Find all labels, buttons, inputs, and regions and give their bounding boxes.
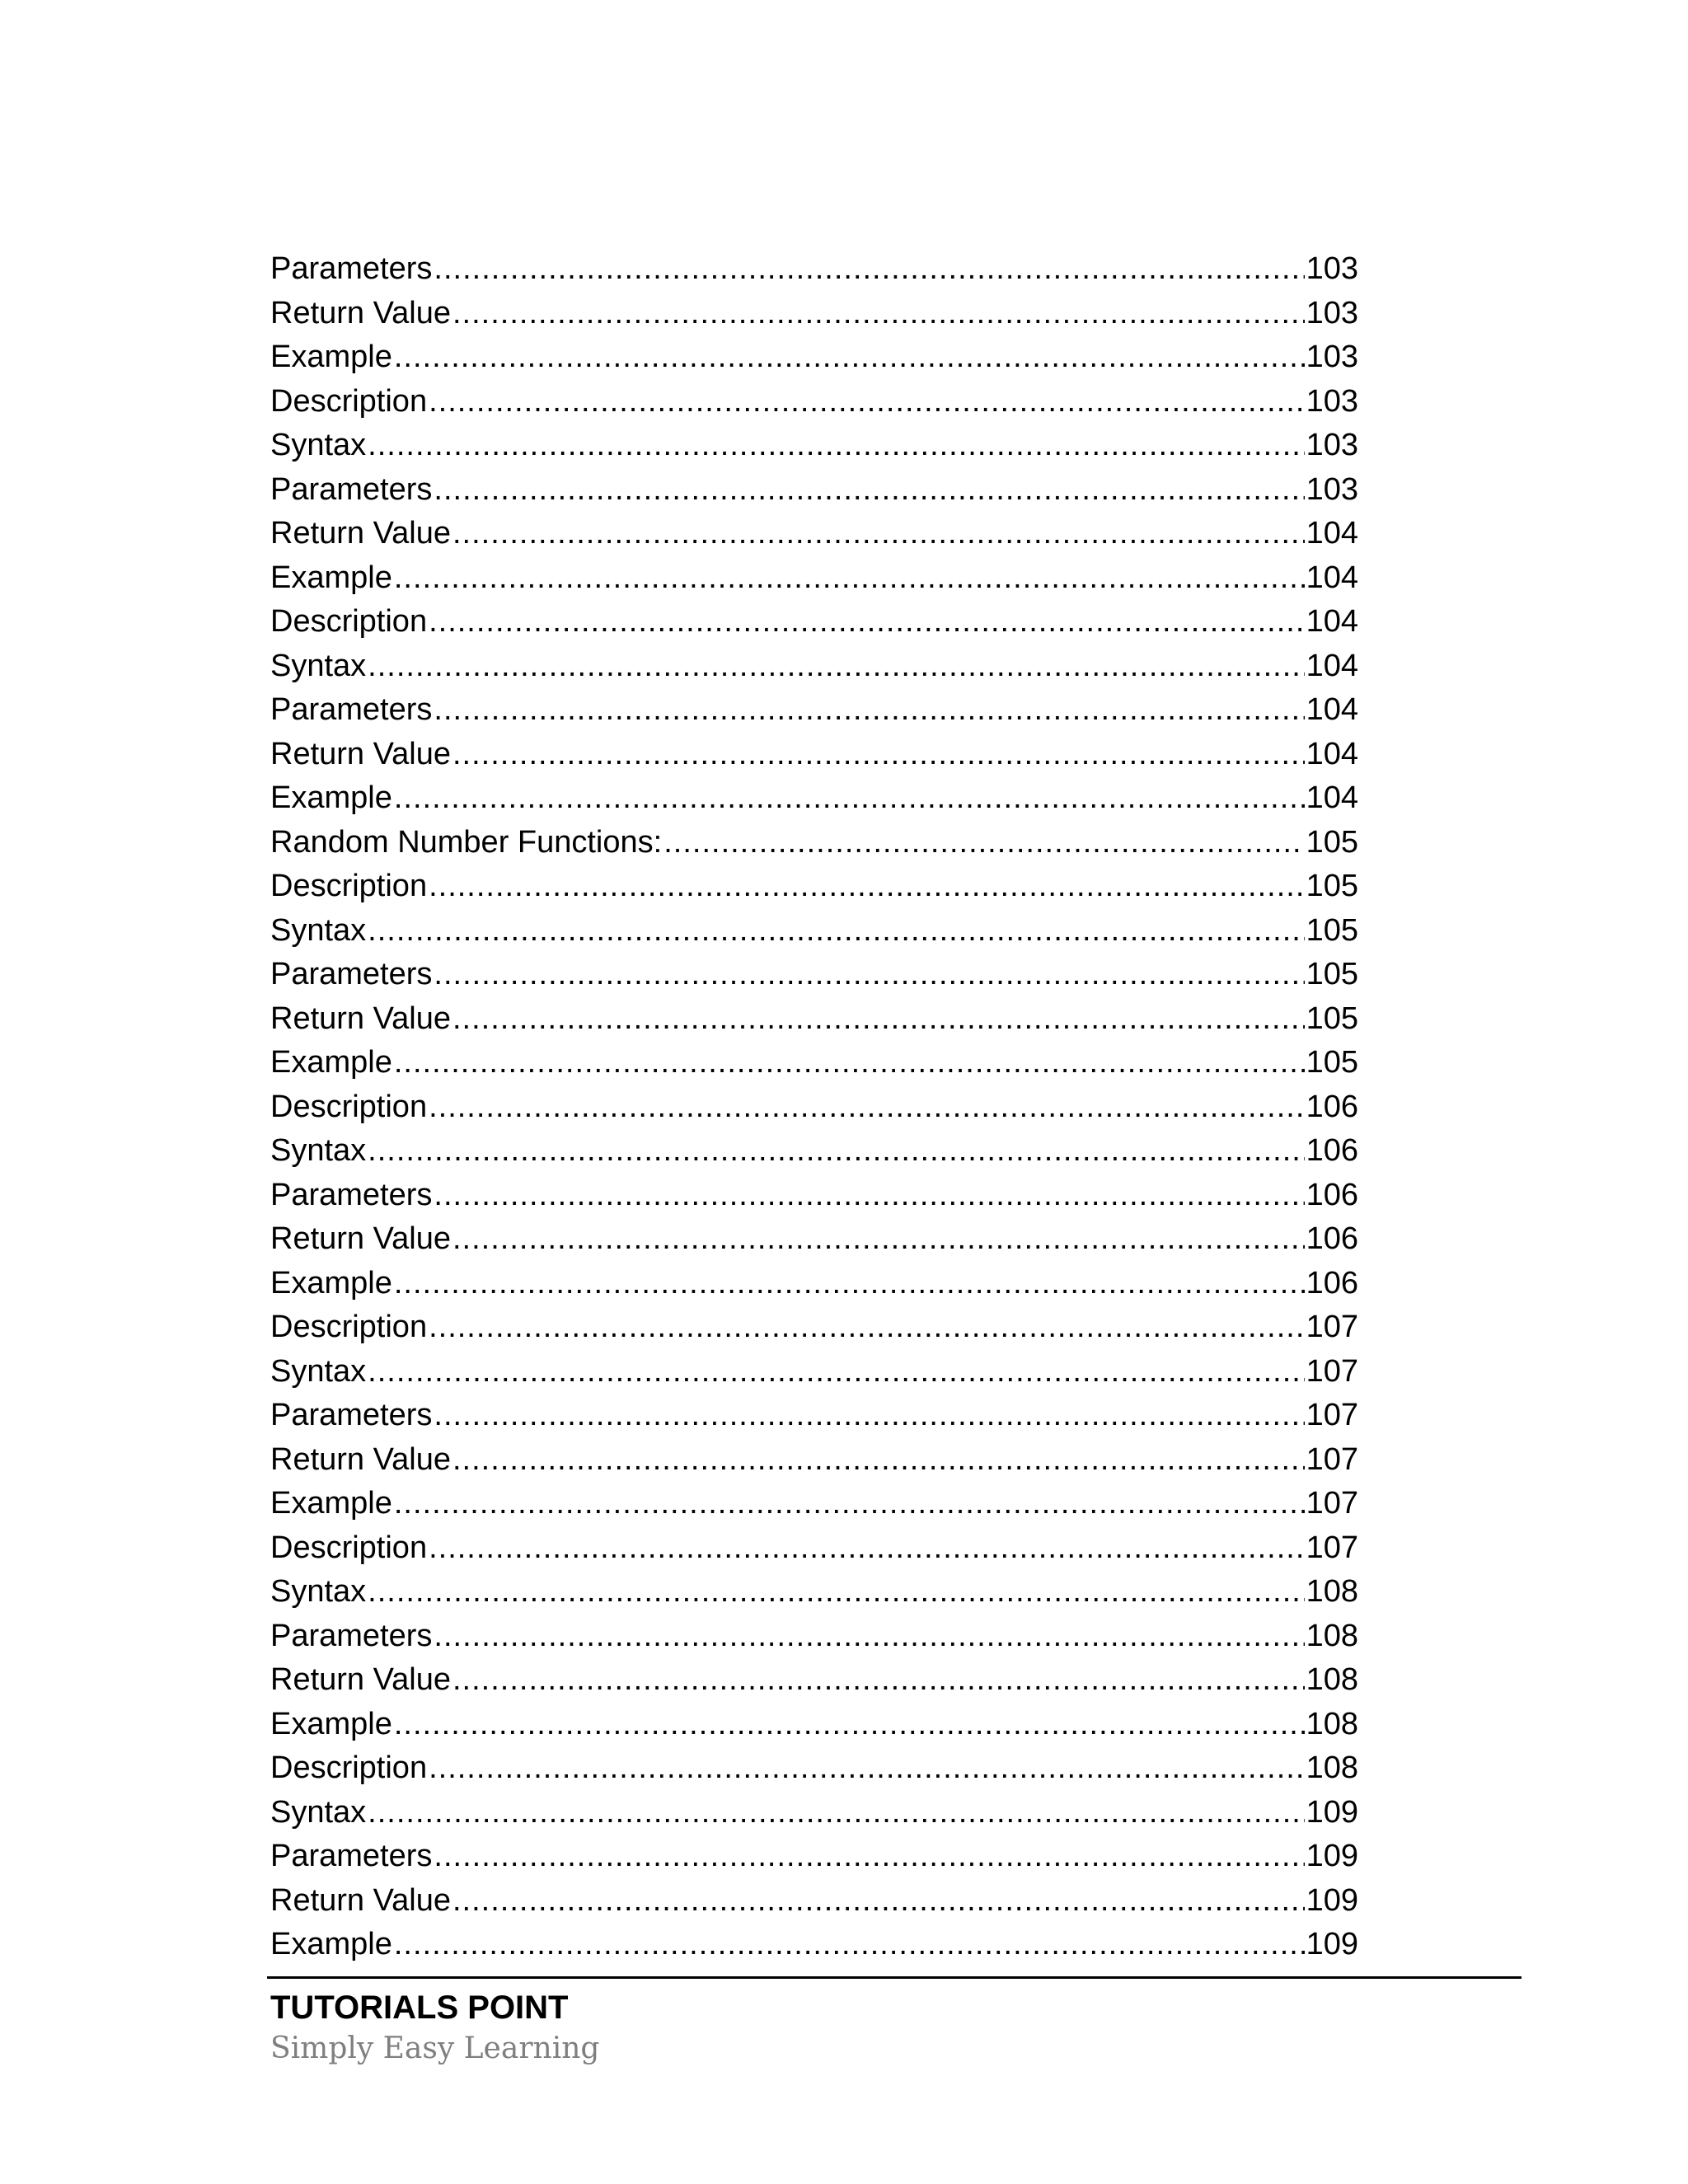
toc-entry-page-number: 105 (1306, 957, 1358, 991)
toc-entry[interactable] (270, 1746, 1358, 1791)
toc-entry-label: Parameters (270, 1398, 433, 1432)
toc-entry-label: Syntax (270, 1794, 367, 1830)
toc-entry-label: Syntax (270, 648, 367, 683)
toc-entry-label: Return Value (270, 516, 451, 551)
toc-entry[interactable] (270, 1615, 1358, 1659)
toc-entry[interactable] (270, 335, 1358, 380)
toc-dot-leader (394, 1041, 1305, 1085)
toc-entry[interactable] (270, 1482, 1358, 1526)
toc-entry[interactable] (270, 512, 1358, 556)
toc-entry[interactable] (270, 733, 1358, 777)
toc-entry[interactable] (270, 1835, 1358, 1879)
toc-dot-leader (429, 1085, 1305, 1130)
toc-entry-page-number: 103 (1306, 428, 1358, 462)
toc-entry-label: Random Number Functions: (270, 824, 663, 860)
toc-dot-leader (429, 1305, 1305, 1350)
toc-entry[interactable] (270, 1305, 1358, 1350)
toc-entry-label: Description (270, 604, 428, 639)
toc-dot-leader (434, 1174, 1304, 1218)
toc-entry[interactable] (270, 1703, 1358, 1747)
toc-entry-page-number: 105 (1306, 869, 1358, 903)
toc-entry-page-number: 105 (1306, 912, 1358, 948)
toc-dot-leader (394, 1482, 1305, 1526)
toc-entry[interactable] (270, 556, 1358, 601)
toc-entry-page-number: 108 (1306, 1662, 1358, 1697)
toc-dot-leader (434, 468, 1304, 513)
toc-dot-leader (429, 380, 1305, 424)
toc-entry-label: Return Value (270, 1221, 451, 1256)
toc-entry-page-number: 108 (1306, 1618, 1358, 1653)
toc-entry-page-number: 109 (1306, 1882, 1358, 1918)
toc-entry-label: Parameters (270, 251, 433, 286)
toc-entry-label: Example (270, 340, 392, 374)
toc-entry-label: Return Value (270, 1662, 451, 1697)
toc-dot-leader (368, 1129, 1304, 1174)
toc-dot-leader (452, 997, 1305, 1042)
toc-dot-leader (394, 776, 1305, 821)
toc-entry-page-number: 104 (1306, 516, 1358, 551)
toc-entry[interactable] (270, 1791, 1358, 1835)
toc-entry-label: Return Value (270, 1882, 451, 1918)
toc-entry-label: Example (270, 780, 392, 815)
toc-dot-leader (368, 424, 1304, 468)
toc-entry[interactable] (270, 1129, 1358, 1174)
toc-entry[interactable] (270, 468, 1358, 513)
toc-entry-label: Parameters (270, 1177, 433, 1212)
toc-entry[interactable] (270, 1923, 1358, 1967)
toc-entry-label: Syntax (270, 1574, 367, 1609)
toc-dot-leader (368, 1570, 1304, 1615)
toc-entry[interactable] (270, 424, 1358, 468)
toc-dot-leader (429, 1746, 1305, 1791)
toc-entry[interactable] (270, 1174, 1358, 1218)
toc-entry-page-number: 107 (1306, 1353, 1358, 1389)
toc-entry[interactable] (270, 292, 1358, 336)
toc-entry[interactable] (270, 821, 1358, 865)
toc-entry-label: Description (270, 1089, 428, 1124)
toc-entry-page-number: 109 (1306, 1927, 1358, 1961)
toc-dot-leader (663, 821, 1304, 865)
toc-dot-leader (452, 1217, 1305, 1262)
toc-entry-page-number: 108 (1306, 1706, 1358, 1741)
toc-entry-label: Description (270, 1750, 428, 1785)
toc-entry-label: Syntax (270, 1353, 367, 1389)
toc-entry-label: Example (270, 1706, 392, 1741)
toc-entry-label: Parameters (270, 1839, 433, 1873)
toc-entry-label: Parameters (270, 1618, 433, 1653)
toc-entry-page-number: 107 (1306, 1398, 1358, 1432)
toc-entry[interactable] (270, 865, 1358, 909)
toc-entry-page-number: 103 (1306, 295, 1358, 330)
toc-dot-leader (429, 865, 1305, 909)
toc-entry[interactable] (270, 1570, 1358, 1615)
toc-dot-leader (434, 953, 1304, 997)
footer-divider (267, 1976, 1522, 1979)
toc-entry-label: Example (270, 1927, 392, 1961)
toc-dot-leader (452, 1438, 1305, 1483)
toc-entry-label: Syntax (270, 428, 367, 462)
toc-entry-page-number: 106 (1306, 1265, 1358, 1301)
toc-entry[interactable] (270, 997, 1358, 1042)
toc-entry-page-number: 107 (1306, 1486, 1358, 1521)
toc-entry[interactable] (270, 1085, 1358, 1130)
toc-entry-page-number: 106 (1306, 1133, 1358, 1168)
toc-entry-label: Example (270, 1265, 392, 1301)
toc-entry-label: Parameters (270, 692, 433, 727)
toc-dot-leader (452, 733, 1305, 777)
toc-entry-page-number: 104 (1306, 692, 1358, 727)
toc-dot-leader (434, 1615, 1304, 1659)
toc-entry-label: Parameters (270, 957, 433, 991)
toc-dot-leader (452, 1658, 1305, 1703)
toc-entry[interactable] (270, 380, 1358, 424)
toc-entry[interactable] (270, 247, 1358, 292)
table-of-contents (270, 247, 1358, 1967)
toc-dot-leader (429, 600, 1305, 644)
toc-entry-page-number: 109 (1306, 1794, 1358, 1830)
toc-entry[interactable] (270, 1262, 1358, 1306)
toc-entry-page-number: 109 (1306, 1839, 1358, 1873)
toc-entry-page-number: 106 (1306, 1089, 1358, 1124)
footer-tagline: Simply Easy Learning (270, 2032, 600, 2065)
toc-entry-label: Return Value (270, 736, 451, 771)
toc-entry[interactable] (270, 1350, 1358, 1394)
toc-entry-page-number: 104 (1306, 560, 1358, 595)
toc-dot-leader (452, 292, 1305, 336)
toc-entry-page-number: 104 (1306, 736, 1358, 771)
toc-entry-page-number: 104 (1306, 780, 1358, 815)
toc-entry[interactable] (270, 1438, 1358, 1483)
toc-entry-page-number: 107 (1306, 1530, 1358, 1565)
toc-entry[interactable] (270, 1041, 1358, 1085)
toc-entry-label: Example (270, 560, 392, 595)
toc-entry[interactable] (270, 953, 1358, 997)
toc-dot-leader (394, 1703, 1305, 1747)
toc-entry-page-number: 107 (1306, 1441, 1358, 1477)
toc-entry-label: Description (270, 383, 428, 419)
toc-dot-leader (434, 1394, 1304, 1438)
toc-entry-label: Return Value (270, 1441, 451, 1477)
toc-entry-page-number: 104 (1306, 648, 1358, 683)
toc-entry-page-number: 104 (1306, 604, 1358, 639)
toc-entry-page-number: 106 (1306, 1221, 1358, 1256)
toc-entry-label: Example (270, 1045, 392, 1080)
toc-entry-label: Description (270, 869, 428, 903)
toc-entry[interactable] (270, 1658, 1358, 1703)
toc-entry-page-number: 107 (1306, 1310, 1358, 1344)
toc-entry-label: Example (270, 1486, 392, 1521)
toc-entry-page-number: 105 (1306, 824, 1358, 860)
toc-dot-leader (434, 247, 1304, 292)
toc-entry[interactable] (270, 909, 1358, 954)
toc-entry-page-number: 103 (1306, 471, 1358, 507)
toc-dot-leader (394, 556, 1305, 601)
toc-entry-label: Return Value (270, 1001, 451, 1036)
toc-dot-leader (368, 909, 1304, 954)
toc-entry-page-number: 103 (1306, 251, 1358, 286)
toc-entry-page-number: 105 (1306, 1045, 1358, 1080)
toc-dot-leader (368, 1350, 1304, 1394)
toc-entry-page-number: 108 (1306, 1750, 1358, 1785)
toc-dot-leader (434, 688, 1304, 733)
toc-entry[interactable] (270, 644, 1358, 689)
toc-dot-leader (452, 512, 1305, 556)
toc-dot-leader (429, 1526, 1305, 1571)
toc-entry[interactable] (270, 1217, 1358, 1262)
toc-entry-label: Description (270, 1530, 428, 1565)
toc-entry-page-number: 103 (1306, 383, 1358, 419)
toc-dot-leader (394, 335, 1305, 380)
toc-dot-leader (434, 1835, 1304, 1879)
toc-dot-leader (368, 1791, 1304, 1835)
toc-entry-page-number: 106 (1306, 1177, 1358, 1212)
toc-dot-leader (452, 1879, 1305, 1924)
toc-entry-page-number: 105 (1306, 1001, 1358, 1036)
toc-entry-label: Syntax (270, 1133, 367, 1168)
toc-entry-label: Description (270, 1310, 428, 1344)
toc-entry-label: Return Value (270, 295, 451, 330)
toc-entry-label: Parameters (270, 471, 433, 507)
toc-entry[interactable] (270, 1526, 1358, 1571)
toc-entry[interactable] (270, 1394, 1358, 1438)
toc-dot-leader (368, 644, 1304, 689)
toc-entry[interactable] (270, 776, 1358, 821)
toc-entry-page-number: 103 (1306, 340, 1358, 374)
toc-entry[interactable] (270, 688, 1358, 733)
toc-entry[interactable] (270, 1879, 1358, 1924)
toc-entry-page-number: 108 (1306, 1574, 1358, 1609)
toc-entry[interactable] (270, 600, 1358, 644)
toc-dot-leader (394, 1923, 1305, 1967)
toc-dot-leader (394, 1262, 1305, 1306)
toc-entry-label: Syntax (270, 912, 367, 948)
footer-brand: TUTORIALS POINT (270, 1990, 569, 2026)
